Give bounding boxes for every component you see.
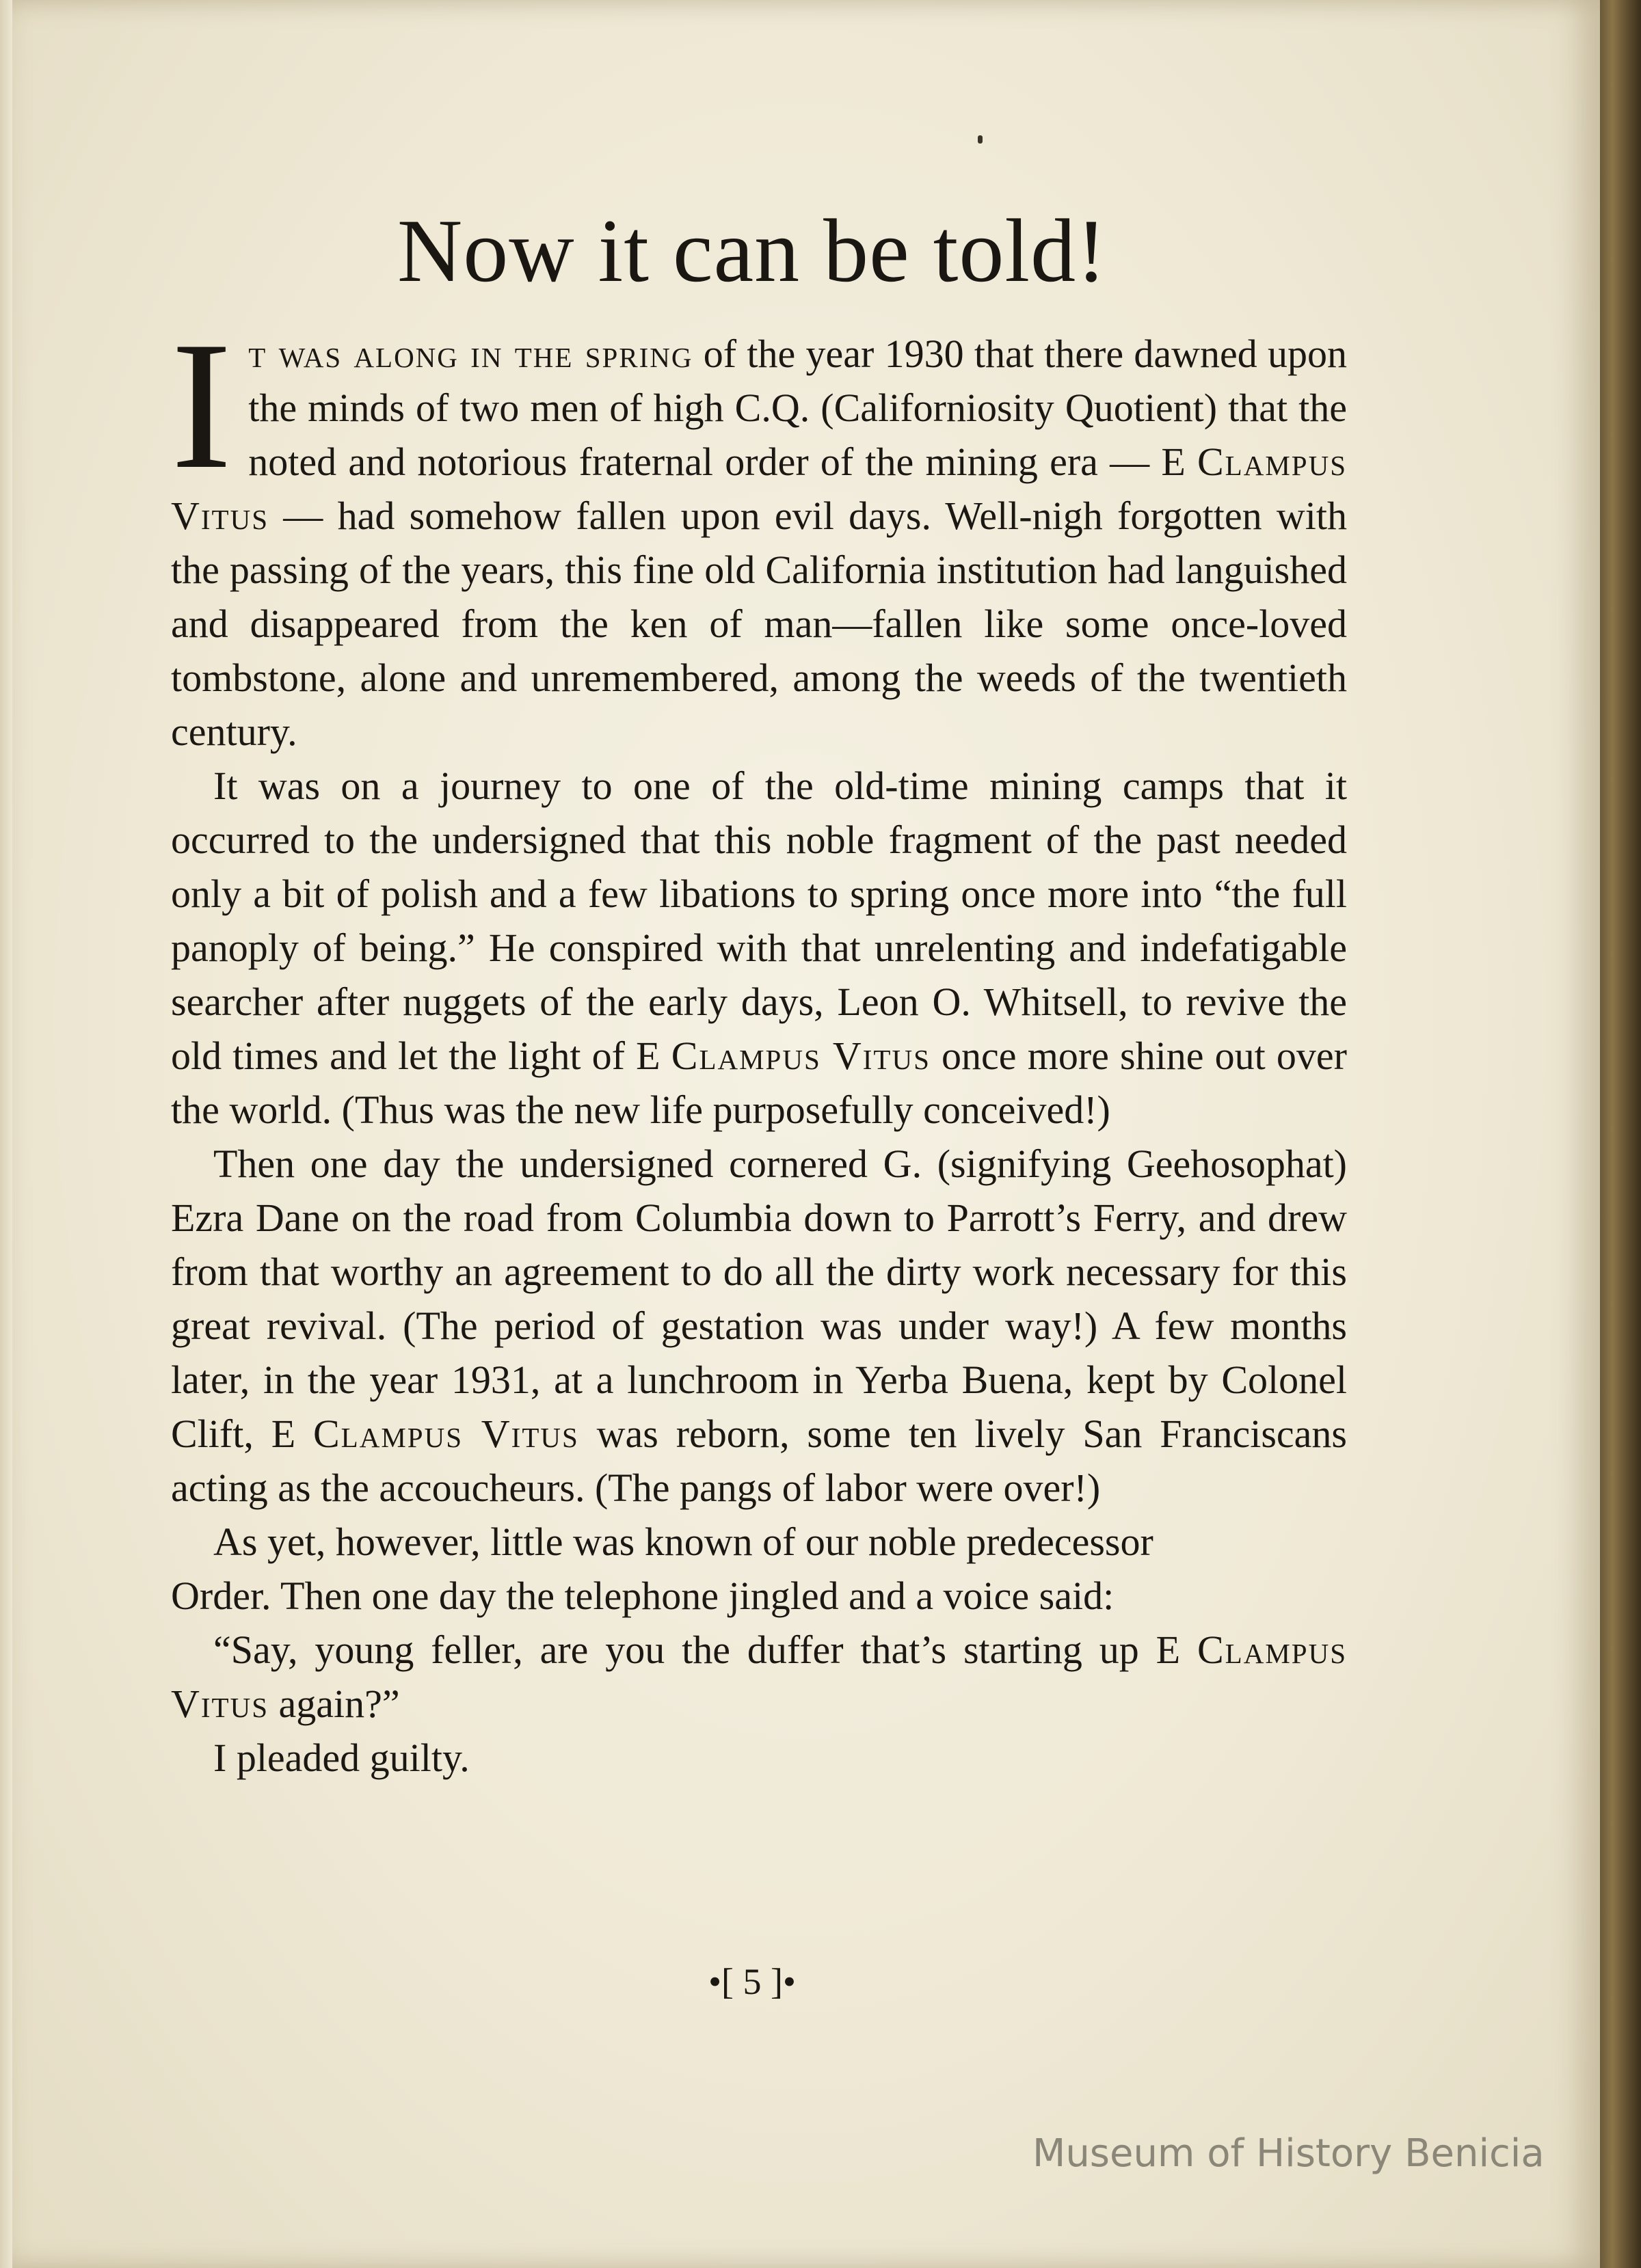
paragraph-5-text-a: “Say, young feller, are you the duffer that’s starting up E xyxy=(213,1628,1197,1672)
paragraph-1-text-a: of the year 1930 that there dawned upon the minds of two men of high C.Q. (Californiosity Quotient) that the noted and notorious fraternal order of the mining era — E xyxy=(248,332,1348,484)
paragraph-2-text-b: once more shine out over the world. (Thus was the new life purposefully conceived!) xyxy=(171,1034,1347,1132)
ink-speck xyxy=(978,135,983,144)
drop-cap: I xyxy=(171,303,232,507)
order-name: Clampus Vitus xyxy=(312,1412,579,1456)
order-name: Clampus Vitus xyxy=(671,1034,931,1078)
paragraph-3-text-b: was reborn, some ten lively San Franciscans acting as the accoucheurs. (The pangs of labor were over!) xyxy=(171,1412,1347,1510)
paragraph-4-line-1: As yet, however, little was known of our noble predecessor xyxy=(213,1520,1153,1564)
paragraph-1-text-b: — had somehow fallen upon evil days. Well-nigh forgotten with the passing of the years, this fine old California institution had languished and disappeared from the ken of man—fallen like some once-loved tombstone, alone and unremembered, among the weeds of the twentieth century. xyxy=(171,494,1347,754)
paragraph-2-text-a: It was on a journey to one of the old-time mining camps that it occurred to the undersigned that this noble fragment of the past needed only a bit of polish and a few libations to spring once more into “the full panoply of being.” He conspired with that unrelenting and indefatigable searcher after nuggets of the early days, Leon O. Whitsell, to revive the old times and let the light of E xyxy=(171,764,1347,1078)
paragraph-6-text: I pleaded guilty. xyxy=(213,1736,470,1780)
order-name: Clampus Vitus xyxy=(171,1628,1347,1726)
paragraph-2 xyxy=(171,759,1347,1137)
paragraph-5 xyxy=(171,1623,1347,1731)
paragraph-3-text-a: Then one day the undersigned cornered G. (signifying Geehosophat) Ezra Dane on the road from Columbia down to Parrott’s Ferry, and drew from that worthy an agreement to do all the dirty work necessary for this great revival. (The period of gestation was under way!) A few months later, in the year 1931, at a lunchroom in Yerba Buena, kept by Colonel Clift, E xyxy=(171,1142,1347,1456)
order-name: Clampus Vitus xyxy=(171,440,1347,538)
page-title: Now it can be told! xyxy=(397,200,1108,301)
paragraph-5-text-b: again?” xyxy=(269,1682,400,1726)
page-number: •[ 5 ]• xyxy=(708,1961,796,2002)
page-edge xyxy=(0,0,12,2268)
paragraph-3 xyxy=(171,1137,1347,1515)
paragraph-1 xyxy=(171,303,1348,759)
paragraph-4-line-2: Order. Then one day the telephone jingled and a voice said: xyxy=(171,1574,1115,1618)
body-text xyxy=(171,303,1348,1785)
small-caps-lead: t was along in the spring xyxy=(248,332,693,376)
paragraph-6 xyxy=(171,1731,1347,1785)
book-binding xyxy=(1600,0,1641,2268)
paragraph-4 xyxy=(171,1515,1347,1623)
museum-watermark: Museum of History Benicia xyxy=(1032,2131,1545,2176)
